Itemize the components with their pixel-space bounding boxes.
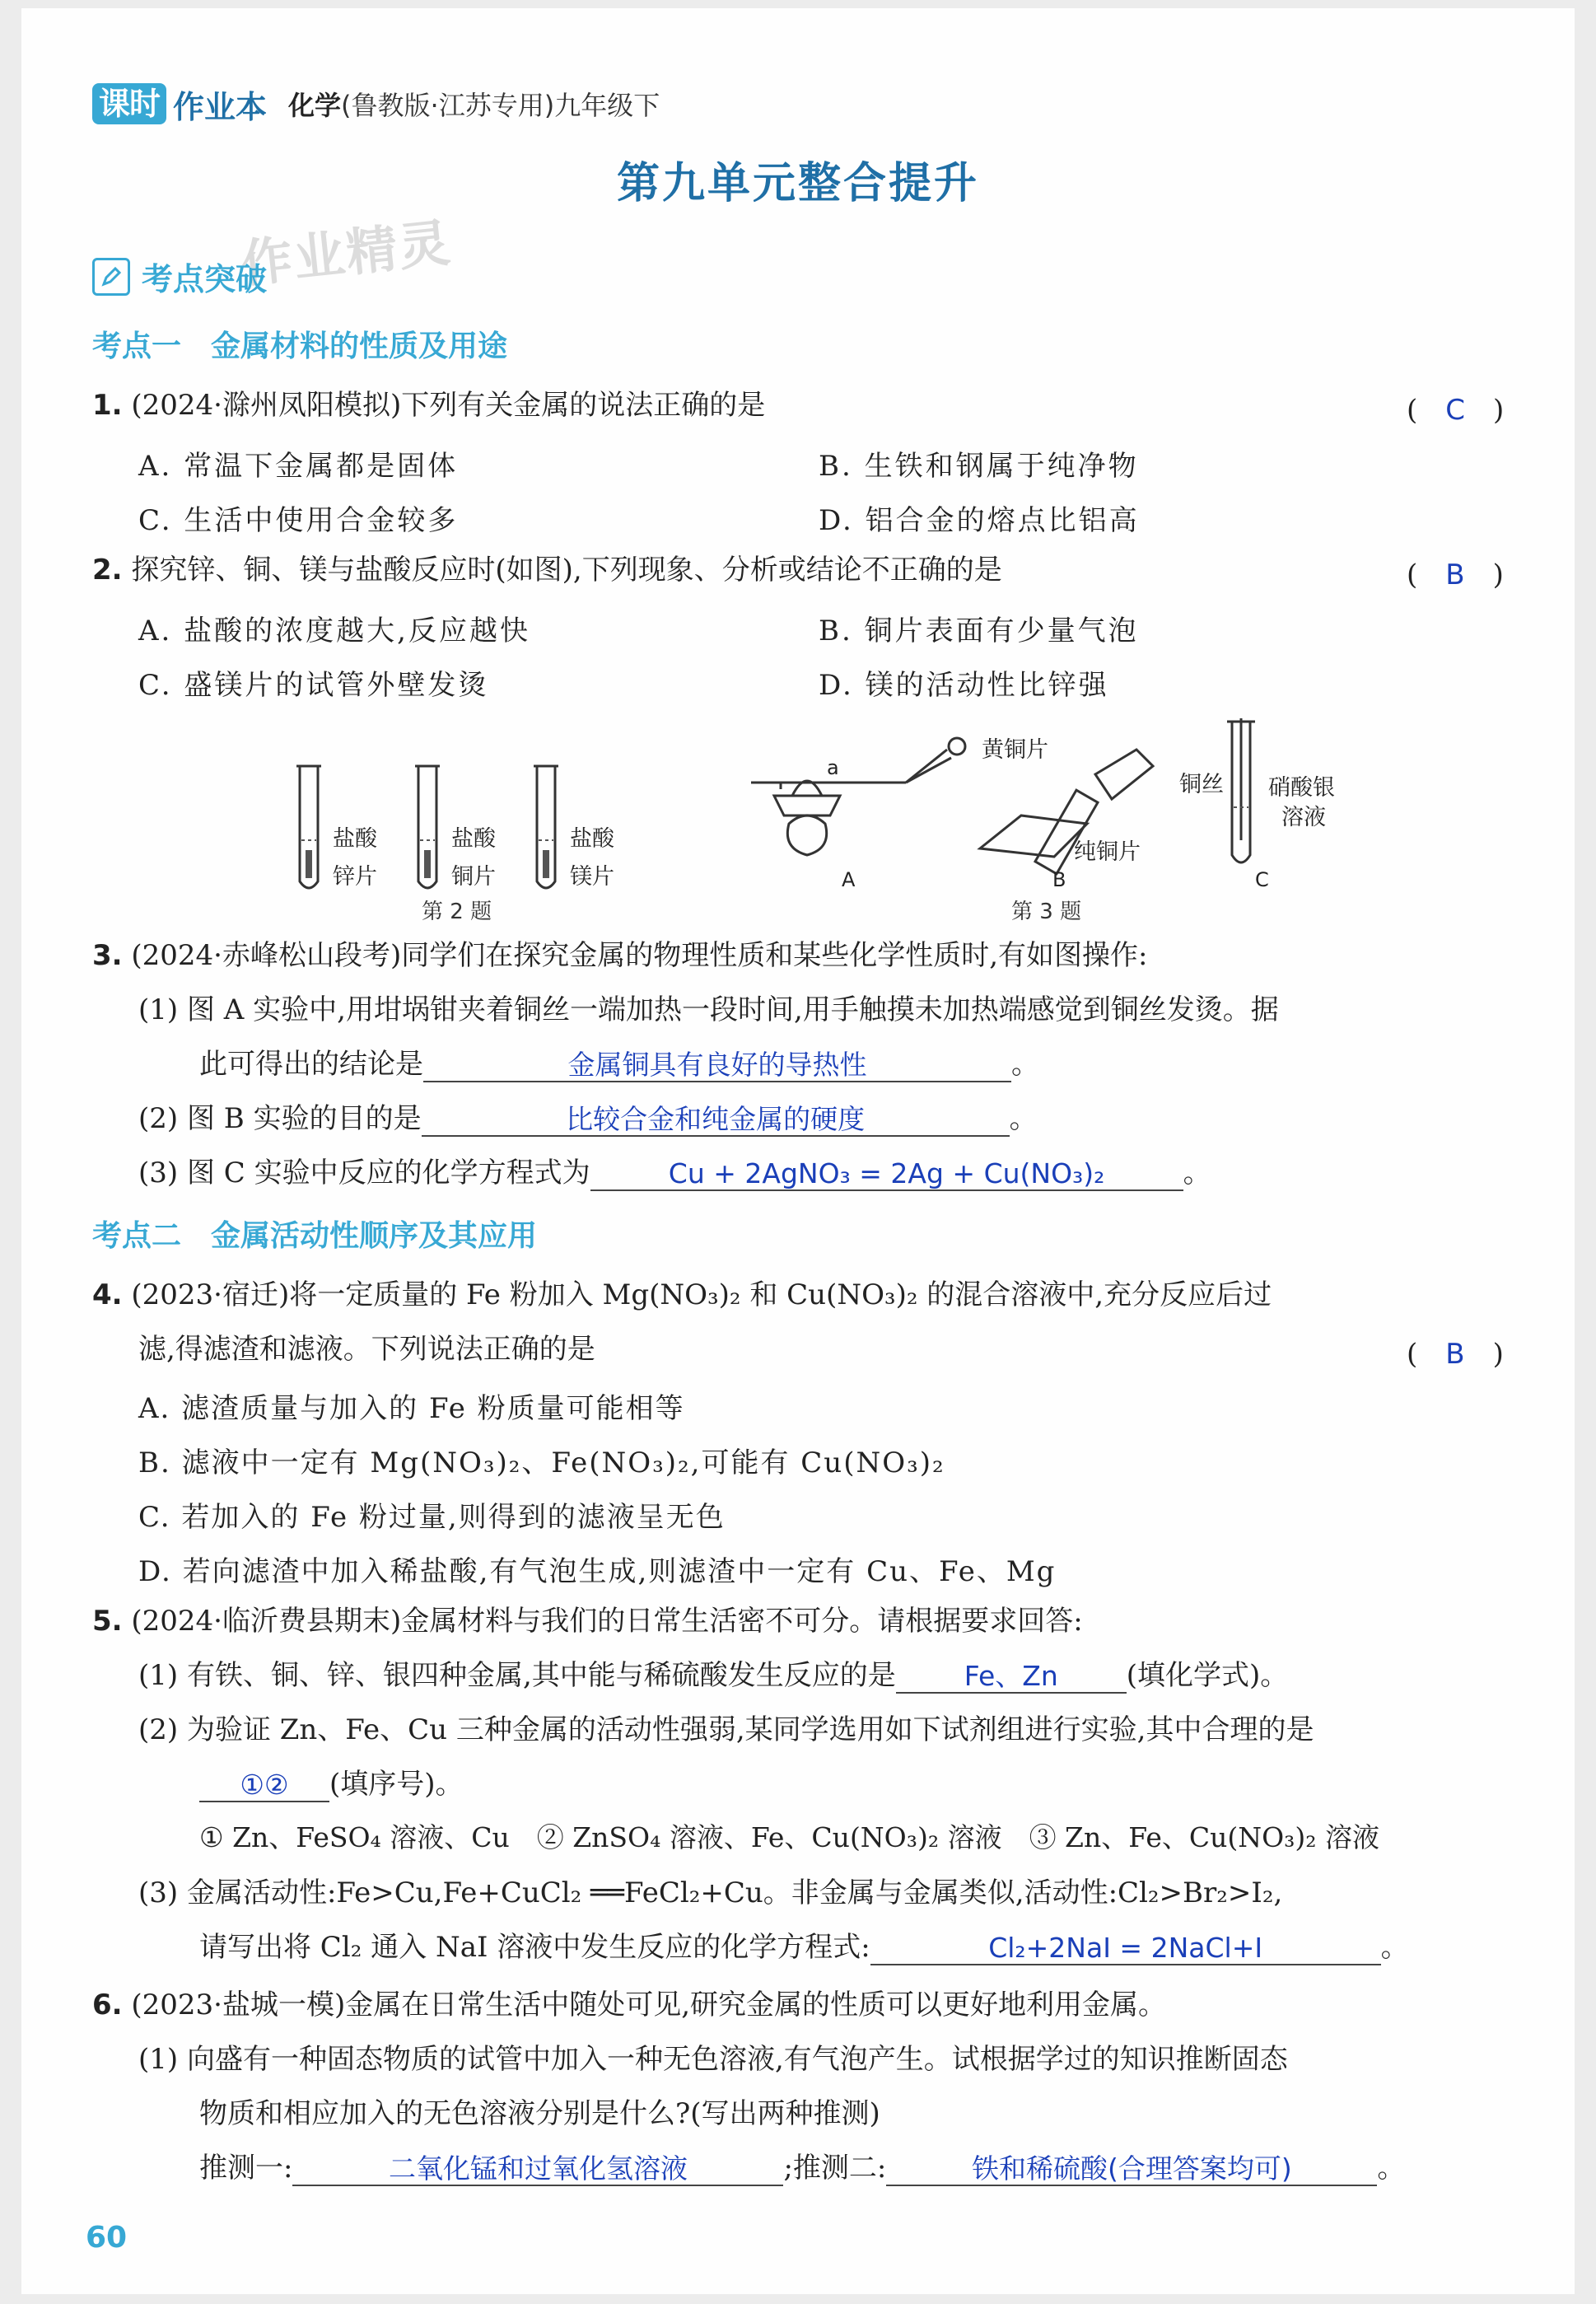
question-number: 5. (92, 1605, 123, 1638)
edition: (鲁教版·江苏专用)九年级下 (341, 90, 660, 121)
silver-nitrate-label: 硝酸银 (1268, 775, 1335, 801)
watermark: 作业精灵 (238, 212, 455, 295)
q5-part-3-prompt: 请写出将 Cl₂ 通入 NaI 溶液中发生反应的化学方程式: (199, 1931, 870, 1964)
answer-blank-reagents[interactable]: ①② (199, 1769, 329, 1802)
figure-3-caption: 第 3 题 (1011, 900, 1082, 924)
answer-bracket: ( B ) (1407, 558, 1504, 591)
tube-1-metal-label: 锌片 (333, 864, 377, 890)
option-c: C. 盛镁片的试管外壁发烫 (138, 669, 489, 702)
copper-wire-label: 铜丝 (1179, 772, 1224, 797)
option-b: B. 滤液中一定有 Mg(NO₃)₂、Fe(NO₃)₂,可能有 Cu(NO₃)₂ (138, 1446, 945, 1479)
book-header (92, 81, 660, 127)
option-b: B. 铜片表面有少量气泡 (819, 615, 1139, 647)
q3-part-3: (3) 图 C 实验中反应的化学方程式为 Cu + 2AgNO₃ = 2Ag + Cu(NO₃)₂ 。 (138, 1157, 1211, 1190)
question-5 (92, 1603, 1083, 1639)
question-stem-line-2: 滤,得滤渣和滤液。下列说法正确的是 (138, 1333, 595, 1366)
answer-blank-guess-1[interactable]: 二氧化锰和过氧化氢溶液 (292, 2153, 783, 2186)
q3-part-2: (2) 图 B 实验的目的是 比较合金和纯金属的硬度 。 (138, 1102, 1038, 1136)
q5-part-2-answer-line (199, 1766, 464, 1802)
q6-guesses (199, 2150, 1405, 2186)
q3-part-3-prompt: (3) 图 C 实验中反应的化学方程式为 (138, 1157, 590, 1189)
answer-blank-guess-2[interactable]: 铁和稀硫酸(合理答案均可) (886, 2153, 1377, 2186)
q5-part-1 (138, 1657, 1288, 1694)
question-1 (92, 387, 765, 423)
question-number: 4. (92, 1278, 123, 1311)
guess-2-label: ;推测二: (783, 2152, 887, 2185)
q6-part-1-line-1: (1) 向盛有一种固态物质的试管中加入一种无色溶液,有气泡产生。试根据学过的知识推断固态 (138, 2043, 1288, 2076)
page-number: 60 (86, 2221, 128, 2255)
brass-plate-label: 黄铜片 (982, 737, 1048, 763)
pencil-note-icon (92, 258, 130, 296)
option-a: A. 常温下金属都是固体 (138, 450, 459, 483)
topic-2-title: 考点二 金属活动性顺序及其应用 (92, 1219, 538, 1253)
answer-choice: B (1445, 558, 1465, 591)
answer-blank-1[interactable]: 金属铜具有良好的导热性 (423, 1049, 1011, 1082)
option-c: C. 若加入的 Fe 粉过量,则得到的滤液呈无色 (138, 1501, 726, 1534)
q3-part-1-line-2: 此可得出的结论是 金属铜具有良好的导热性 。 (199, 1048, 1039, 1082)
question-number: 2. (92, 554, 123, 587)
solution-label: 溶液 (1281, 805, 1326, 830)
fig3-label-b: B (1052, 868, 1066, 891)
question-6 (92, 1987, 1166, 2023)
q5-part-3-line-2: 请写出将 Cl₂ 通入 NaI 溶液中发生反应的化学方程式: Cl₂+2NaI = 2NaCl+I 。 (199, 1931, 1409, 1965)
figure-2-caption: 第 2 题 (422, 900, 492, 924)
book-subtitle (288, 85, 660, 123)
question-number: 3. (92, 939, 123, 972)
question-4 (92, 1277, 1272, 1313)
option-b: B. 生铁和钢属于纯净物 (819, 450, 1139, 483)
option-d: D. 若向滤渣中加入稀盐酸,有气泡生成,则滤渣中一定有 Cu、Fe、Mg (138, 1555, 1057, 1588)
question-stem: 探究锌、铜、镁与盐酸反应时(如图),下列现象、分析或结论不正确的是 (131, 554, 1002, 587)
q5-part-3-line-1: (3) 金属活动性:Fe>Cu,Fe+CuCl₂ ══FeCl₂+Cu。非金属与金属类似,活动性:Cl₂>Br₂>I₂, (138, 1876, 1283, 1909)
answer-choice: C (1445, 394, 1466, 427)
fig3-label-c: C (1255, 868, 1269, 891)
option-d: D. 铝合金的熔点比铝高 (819, 504, 1140, 537)
tube-2-acid-label: 盐酸 (451, 826, 496, 852)
option-c: C. 生活中使用合金较多 (138, 504, 459, 537)
sentence-end: 。 (1377, 2152, 1406, 2185)
tube-2-metal-label: 铜片 (451, 864, 496, 890)
question-number: 6. (92, 1989, 123, 2021)
question-stem: (2024·赤峰松山段考)同学们在探究金属的物理性质和某些化学性质时,有如图操作: (131, 939, 1148, 972)
tube-3-acid-label: 盐酸 (570, 826, 614, 852)
q5-part-1-tail: (填化学式)。 (1126, 1659, 1289, 1692)
answer-choice: B (1445, 1338, 1465, 1371)
fig3-label-a: A (842, 868, 856, 891)
guess-1-label: 推测一: (199, 2152, 293, 2185)
logo-text: 作业本 (173, 88, 268, 125)
section-title: 考点突破 (142, 261, 268, 297)
tube-1-acid-label: 盐酸 (333, 826, 377, 852)
q3-part-1-line-1: (1) 图 A 实验中,用坩埚钳夹着铜丝一端加热一段时间,用手触摸未加热端感觉到铜丝发烫。据 (138, 993, 1279, 1026)
answer-blank-equation[interactable]: Cl₂+2NaI = 2NaCl+I (870, 1932, 1381, 1965)
question-3 (92, 937, 1148, 974)
pure-copper-plate-label: 纯铜片 (1074, 839, 1141, 865)
topic-1-title: 考点一 金属材料的性质及用途 (92, 329, 508, 363)
option-a: A. 滤渣质量与加入的 Fe 粉质量可能相等 (138, 1392, 685, 1425)
answer-blank-2[interactable]: 比较合金和纯金属的硬度 (422, 1104, 1010, 1137)
question-2 (92, 552, 1002, 588)
q3-part-2-prompt: (2) 图 B 实验的目的是 (138, 1102, 422, 1135)
answer-blank-3[interactable]: Cu + 2AgNO₃ = 2Ag + Cu(NO₃)₂ (590, 1158, 1183, 1191)
subject: 化学 (288, 90, 342, 121)
q6-part-1-line-2: 物质和相应加入的无色溶液分别是什么?(写出两种推测) (199, 2097, 880, 2130)
question-number: 1. (92, 389, 123, 422)
option-a: A. 盐酸的浓度越大,反应越快 (138, 615, 530, 647)
question-stem: (2023·盐城一模)金属在日常生活中随处可见,研究金属的性质可以更好地利用金属。 (131, 1989, 1167, 2021)
question-stem: (2024·临沂费县期末)金属材料与我们的日常生活密不可分。请根据要求回答: (131, 1605, 1083, 1638)
q5-part-1-prompt: (1) 有铁、铜、锌、银四种金属,其中能与稀硫酸发生反应的是 (138, 1659, 896, 1692)
tube-3-metal-label: 镁片 (570, 864, 614, 890)
q5-part-2: (2) 为验证 Zn、Fe、Cu 三种金属的活动性强弱,某同学选用如下试剂组进行实验,其中合理的是 (138, 1713, 1314, 1746)
q5-reagent-options: ① Zn、FeSO₄ 溶液、Cu ② ZnSO₄ 溶液、Fe、Cu(NO₃)₂ 溶液 ③ Zn、Fe、Cu(NO₃)₂ 溶液 (199, 1821, 1379, 1853)
section-header (92, 254, 267, 299)
q3-part-1-prompt: 此可得出的结论是 (199, 1048, 423, 1081)
question-stem: (2024·滁州凤阳模拟)下列有关金属的说法正确的是 (131, 389, 766, 422)
logo-badge: 课时 (92, 83, 166, 124)
answer-bracket: ( C ) (1407, 394, 1505, 427)
option-d: D. 镁的活动性比锌强 (819, 669, 1109, 702)
question-stem-line-1: (2023·宿迁)将一定质量的 Fe 粉加入 Mg(NO₃)₂ 和 Cu(NO₃)₂ 的混合溶液中,充分反应后过 (131, 1278, 1272, 1311)
answer-bracket: ( B ) (1407, 1338, 1504, 1371)
answer-blank-metals[interactable]: Fe、Zn (896, 1661, 1127, 1694)
unit-title: 第九单元整合提升 (616, 158, 979, 208)
fig3-wire-label: a (827, 756, 839, 779)
q5-part-2-tail: (填序号)。 (329, 1768, 464, 1801)
